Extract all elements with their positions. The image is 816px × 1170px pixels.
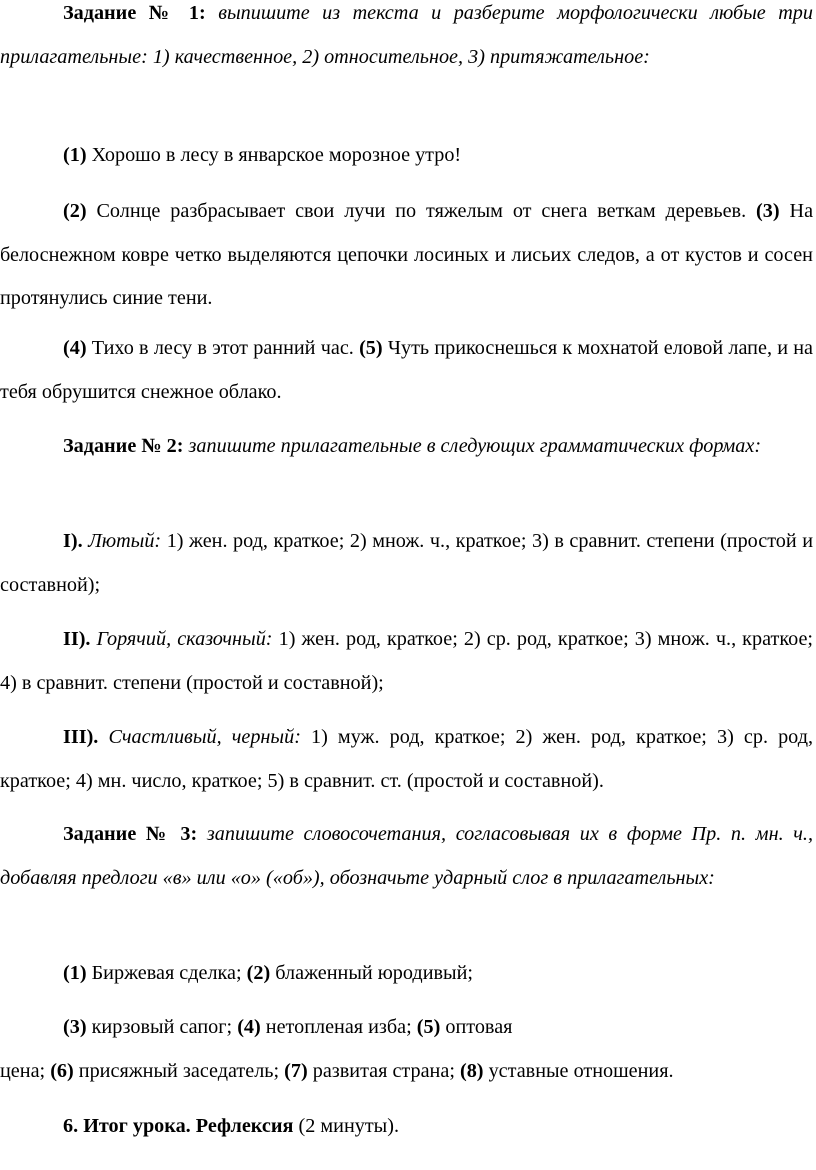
phrase-7-text: развитая страна;	[312, 1060, 455, 1082]
task1-heading: Задание № 1:	[63, 2, 206, 24]
task3-phrases-line-2	[0, 1006, 813, 1050]
phrase-5-number: (5)	[416, 1016, 441, 1038]
summary-title: 6. Итог урока. Рефлексия	[63, 1115, 294, 1137]
task2-item-2-words: Горячий, сказочный:	[96, 628, 273, 650]
phrase-4-text: нетопленая изба;	[265, 1016, 412, 1038]
task2-paragraph	[0, 425, 813, 469]
task2-item-1-forms: 1) жен. род, краткое; 2) множ. ч., краткое; 3) в сравнит. степени (простой и составной);	[0, 530, 814, 596]
phrase-8-text: уставные отношения.	[488, 1060, 674, 1082]
summary-duration: (2 минуты).	[298, 1115, 399, 1137]
task3-phrases-line-1	[0, 952, 813, 996]
task1-instruction: выпишите из текста и разберите морфологически любые три прилагательные: 1) качественное, 2) относительное, 3) притяжательное:	[0, 2, 813, 68]
task2-item-3-words: Счастливый, черный:	[108, 726, 301, 748]
phrase-5-continuation: цена;	[0, 1060, 46, 1082]
text-sentences-4-5	[0, 327, 813, 414]
phrase-2-number: (2)	[246, 962, 271, 984]
text-sentence-1	[0, 134, 813, 178]
sentence-4-text: Тихо в лесу в этот ранний час.	[91, 337, 354, 359]
phrase-6-text: присяжный заседатель;	[78, 1060, 280, 1082]
task1-paragraph	[0, 0, 813, 79]
sentence-2-text: Солнце разбрасывает свои лучи по тяжелым от снега веткам деревьев.	[96, 200, 747, 222]
sentence-1-number: (1)	[63, 144, 87, 166]
task2-item-1	[0, 520, 813, 607]
phrase-1-text: Биржевая сделка;	[91, 962, 242, 984]
task3-heading: Задание № 3:	[63, 823, 198, 845]
task2-item-3-number: III).	[63, 726, 99, 748]
task2-item-3-forms: 1) муж. род, краткое; 2) жен. род, краткое; 3) ср. род, краткое; 4) мн. число, краткое; 5) в сравнит. ст. (простой и составной).	[0, 726, 814, 792]
task2-item-2-number: II).	[63, 628, 91, 650]
sentence-1-text: Хорошо в лесу в январское морозное утро!	[91, 144, 462, 166]
sentence-5-text: Чуть прикоснешься к мохнатой еловой лапе, и на тебя обрушится снежное облако.	[0, 337, 814, 403]
task2-item-1-words: Лютый:	[88, 530, 162, 552]
sentence-3-text: На белоснежном ковре четко выделяются цепочки лосиных и лисьих следов, а от кустов и сосен протянулись синие тени.	[0, 200, 814, 309]
phrase-5-text: оптовая	[445, 1016, 513, 1038]
task2-heading: Задание № 2:	[63, 435, 184, 457]
phrase-6-number: (6)	[50, 1060, 74, 1082]
phrase-1-number: (1)	[63, 962, 87, 984]
phrase-3-text: кирзовый сапог;	[91, 1016, 233, 1038]
task3-paragraph	[0, 813, 813, 900]
phrase-2-text: блаженный юродивый;	[275, 962, 473, 984]
phrase-8-number: (8)	[459, 1060, 484, 1082]
task3-phrases-line-3	[0, 1050, 813, 1094]
task2-item-3	[0, 716, 813, 803]
phrase-3-number: (3)	[63, 1016, 87, 1038]
text-sentences-2-3	[0, 190, 813, 321]
task2-item-1-number: I).	[63, 530, 83, 552]
phrase-4-number: (4)	[237, 1016, 261, 1038]
summary-paragraph	[0, 1105, 813, 1149]
sentence-2-number: (2)	[63, 200, 87, 222]
sentence-3-number: (3)	[756, 200, 780, 222]
task2-instruction: запишите прилагательные в следующих грамматических формах:	[188, 435, 762, 457]
task2-item-2-forms: 1) жен. род, краткое; 2) ср. род, краткое; 3) множ. ч., краткое; 4) в сравнит. степени (простой и составной);	[0, 628, 814, 694]
task2-item-2	[0, 618, 813, 705]
phrase-7-number: (7)	[284, 1060, 308, 1082]
sentence-5-number: (5)	[359, 337, 383, 359]
sentence-4-number: (4)	[63, 337, 87, 359]
task3-instruction: запишите словосочетания, согласовывая их в форме Пр. п. мн. ч., добавляя предлоги «в» или «о» («об»), обозначьте ударный слог в прилагательных:	[0, 823, 813, 889]
